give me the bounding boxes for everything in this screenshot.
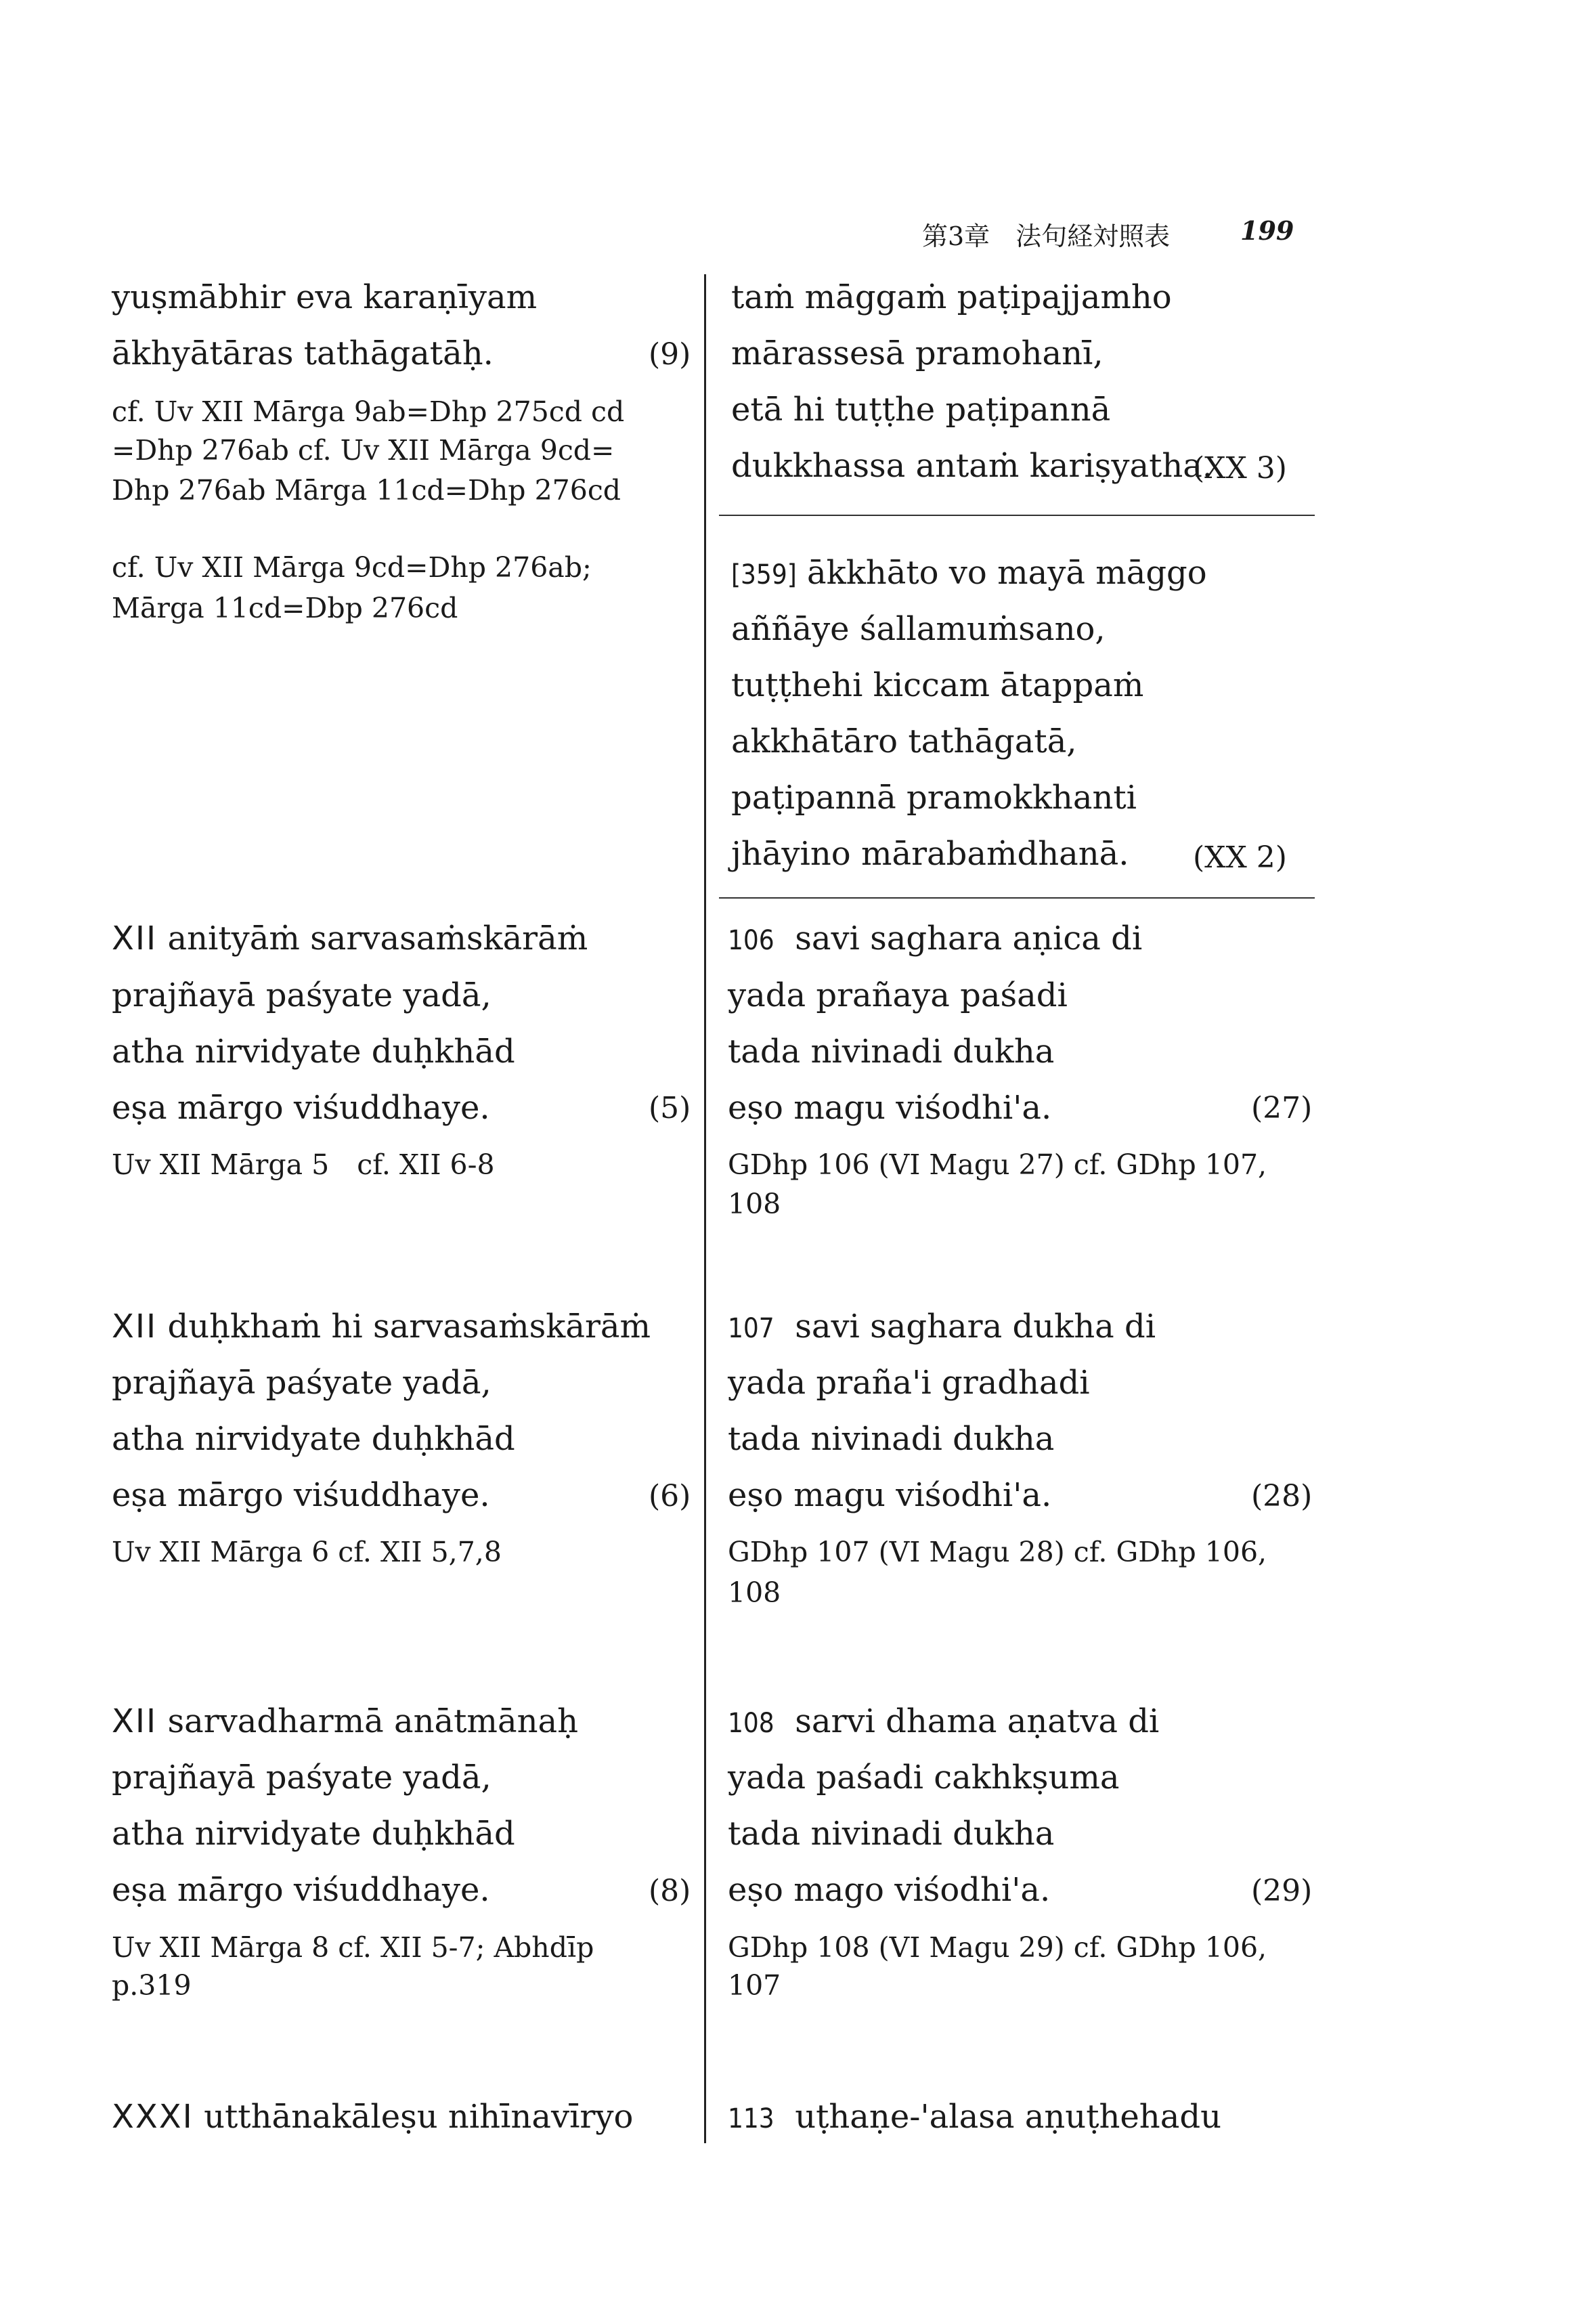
reference-line: Uv XII Mārga 8 cf. XII 5-7; Abhdīp: [112, 1931, 594, 1964]
verse-line: eṣo mago viśodhi'a.: [728, 1871, 1051, 1909]
verse-line: taṁ māggaṁ paṭipajjamho: [731, 278, 1172, 316]
verse-line: yada praña'i gradhadi: [728, 1364, 1090, 1402]
reference-line: Uv XII Mārga 6 cf. XII 5,7,8: [112, 1536, 502, 1568]
reference-line: GDhp 108 (VI Magu 29) cf. GDhp 106,: [728, 1931, 1267, 1964]
verse-line: prajñayā paśyate yadā,: [112, 1364, 492, 1402]
page-number: 199: [1240, 215, 1294, 246]
verse-line: paṭipannā pramokkhanti: [731, 779, 1137, 817]
section-rule: [719, 897, 1315, 899]
verse-number: (XX 2): [1193, 840, 1287, 875]
reference-line: Dhp 276ab Mārga 11cd=Dhp 276cd: [112, 474, 621, 507]
verse-line: aññāye śallamuṁsano,: [731, 610, 1106, 648]
reference-line: GDhp 106 (VI Magu 27) cf. GDhp 107,: [728, 1148, 1267, 1181]
verse-line: savi saghara aṇica di: [795, 920, 1143, 957]
running-header: [922, 215, 1294, 253]
verse-number: (8): [649, 1874, 691, 1908]
reference-line: p.319: [112, 1969, 192, 2002]
verse-line: prajñayā paśyate yadā,: [112, 1759, 492, 1796]
verse-index: 107: [728, 1313, 774, 1344]
reference-line: 108: [728, 1576, 781, 1609]
verse-line: tada nivinadi dukha: [728, 1033, 1055, 1071]
verse-line: savi saghara dukha di: [795, 1308, 1156, 1346]
verse-line: uṭhaṇe-'alasa aṇuṭhehadu: [795, 2098, 1221, 2136]
verse-line: mārassesā pramohanī,: [731, 335, 1104, 372]
verse-line: tuṭṭhehi kiccam ātappaṁ: [731, 666, 1144, 704]
reference-line: GDhp 107 (VI Magu 28) cf. GDhp 106,: [728, 1536, 1267, 1568]
verse-line: eṣa mārgo viśuddhaye.: [112, 1871, 490, 1909]
reference-line: 108: [728, 1188, 781, 1220]
reference-line: 107: [728, 1969, 781, 2002]
reference-line: cf. Uv XII Mārga 9ab=Dhp 275cd cd: [112, 395, 625, 428]
reference-line: cf. Uv XII Mārga 9cd=Dhp 276ab;: [112, 551, 592, 584]
section-rule: [719, 515, 1315, 516]
reference-line: Mārga 11cd=Dbp 276cd: [112, 592, 458, 624]
verse-index: 106: [728, 925, 774, 956]
verse-line: sarvadharmā anātmānaḥ: [167, 1702, 579, 1740]
verse-number: (28): [1251, 1479, 1313, 1513]
verse-line: anityāṁ sarvasaṁskārāṁ: [167, 920, 588, 957]
verse-line: ākhyātāras tathāgatāḥ.: [112, 335, 494, 372]
verse-line: jhāyino mārabaṁdhanā.: [731, 835, 1129, 873]
verse-index: [359]: [731, 559, 797, 590]
verse-index: 108: [728, 1708, 774, 1739]
verse-line: prajñayā paśyate yadā,: [112, 976, 492, 1014]
verse-line: ākkhāto vo mayā māggo: [807, 554, 1207, 592]
verse-number: (9): [649, 337, 691, 372]
verse-line: etā hi tuṭṭhe paṭipannā: [731, 391, 1111, 429]
chapter-roman: XXXI: [112, 2098, 194, 2136]
verse-line: eṣo magu viśodhi'a.: [728, 1089, 1052, 1127]
verse-number: (6): [649, 1479, 691, 1513]
verse-line: eṣo magu viśodhi'a.: [728, 1476, 1052, 1514]
verse-line: sarvi dhama aṇatva di: [795, 1702, 1160, 1740]
verse-line: atha nirvidyate duḥkhād: [112, 1033, 515, 1071]
verse-number: (27): [1251, 1091, 1313, 1125]
verse-line: duḥkhaṁ hi sarvasaṁskārāṁ: [167, 1308, 651, 1346]
verse-line: atha nirvidyate duḥkhād: [112, 1815, 515, 1853]
verse-index: 113: [728, 2103, 774, 2134]
chapter-roman: XII: [112, 1702, 158, 1740]
verse-line: utthānakāleṣu nihīnavīryo: [204, 2098, 634, 2136]
verse-line: eṣa mārgo viśuddhaye.: [112, 1089, 490, 1127]
verse-line: yada prañaya paśadi: [728, 976, 1068, 1014]
verse-line: atha nirvidyate duḥkhād: [112, 1420, 515, 1458]
verse-number: (5): [649, 1091, 691, 1125]
verse-line: yada paśadi cakhkṣuma: [728, 1759, 1120, 1796]
reference-line: Uv XII Mārga 5 cf. XII 6-8: [112, 1148, 495, 1181]
reference-line: =Dhp 276ab cf. Uv XII Mārga 9cd=: [112, 434, 615, 467]
column-divider: [704, 274, 706, 2143]
verse-number: (29): [1251, 1874, 1313, 1908]
chapter-title: 第3章 法句経対照表: [922, 221, 1171, 251]
verse-line: eṣa mārgo viśuddhaye.: [112, 1476, 490, 1514]
verse-line: tada nivinadi dukha: [728, 1815, 1055, 1853]
chapter-roman: XII: [112, 1308, 158, 1346]
verse-number: (XX 3): [1193, 451, 1287, 486]
chapter-roman: XII: [112, 920, 158, 957]
verse-line: tada nivinadi dukha: [728, 1420, 1055, 1458]
verse-line: dukkhassa antaṁ kariṣyatha.: [731, 447, 1213, 485]
verse-line: akkhātāro tathāgatā,: [731, 723, 1077, 760]
verse-line: yuṣmābhir eva karaṇīyam: [112, 278, 538, 316]
